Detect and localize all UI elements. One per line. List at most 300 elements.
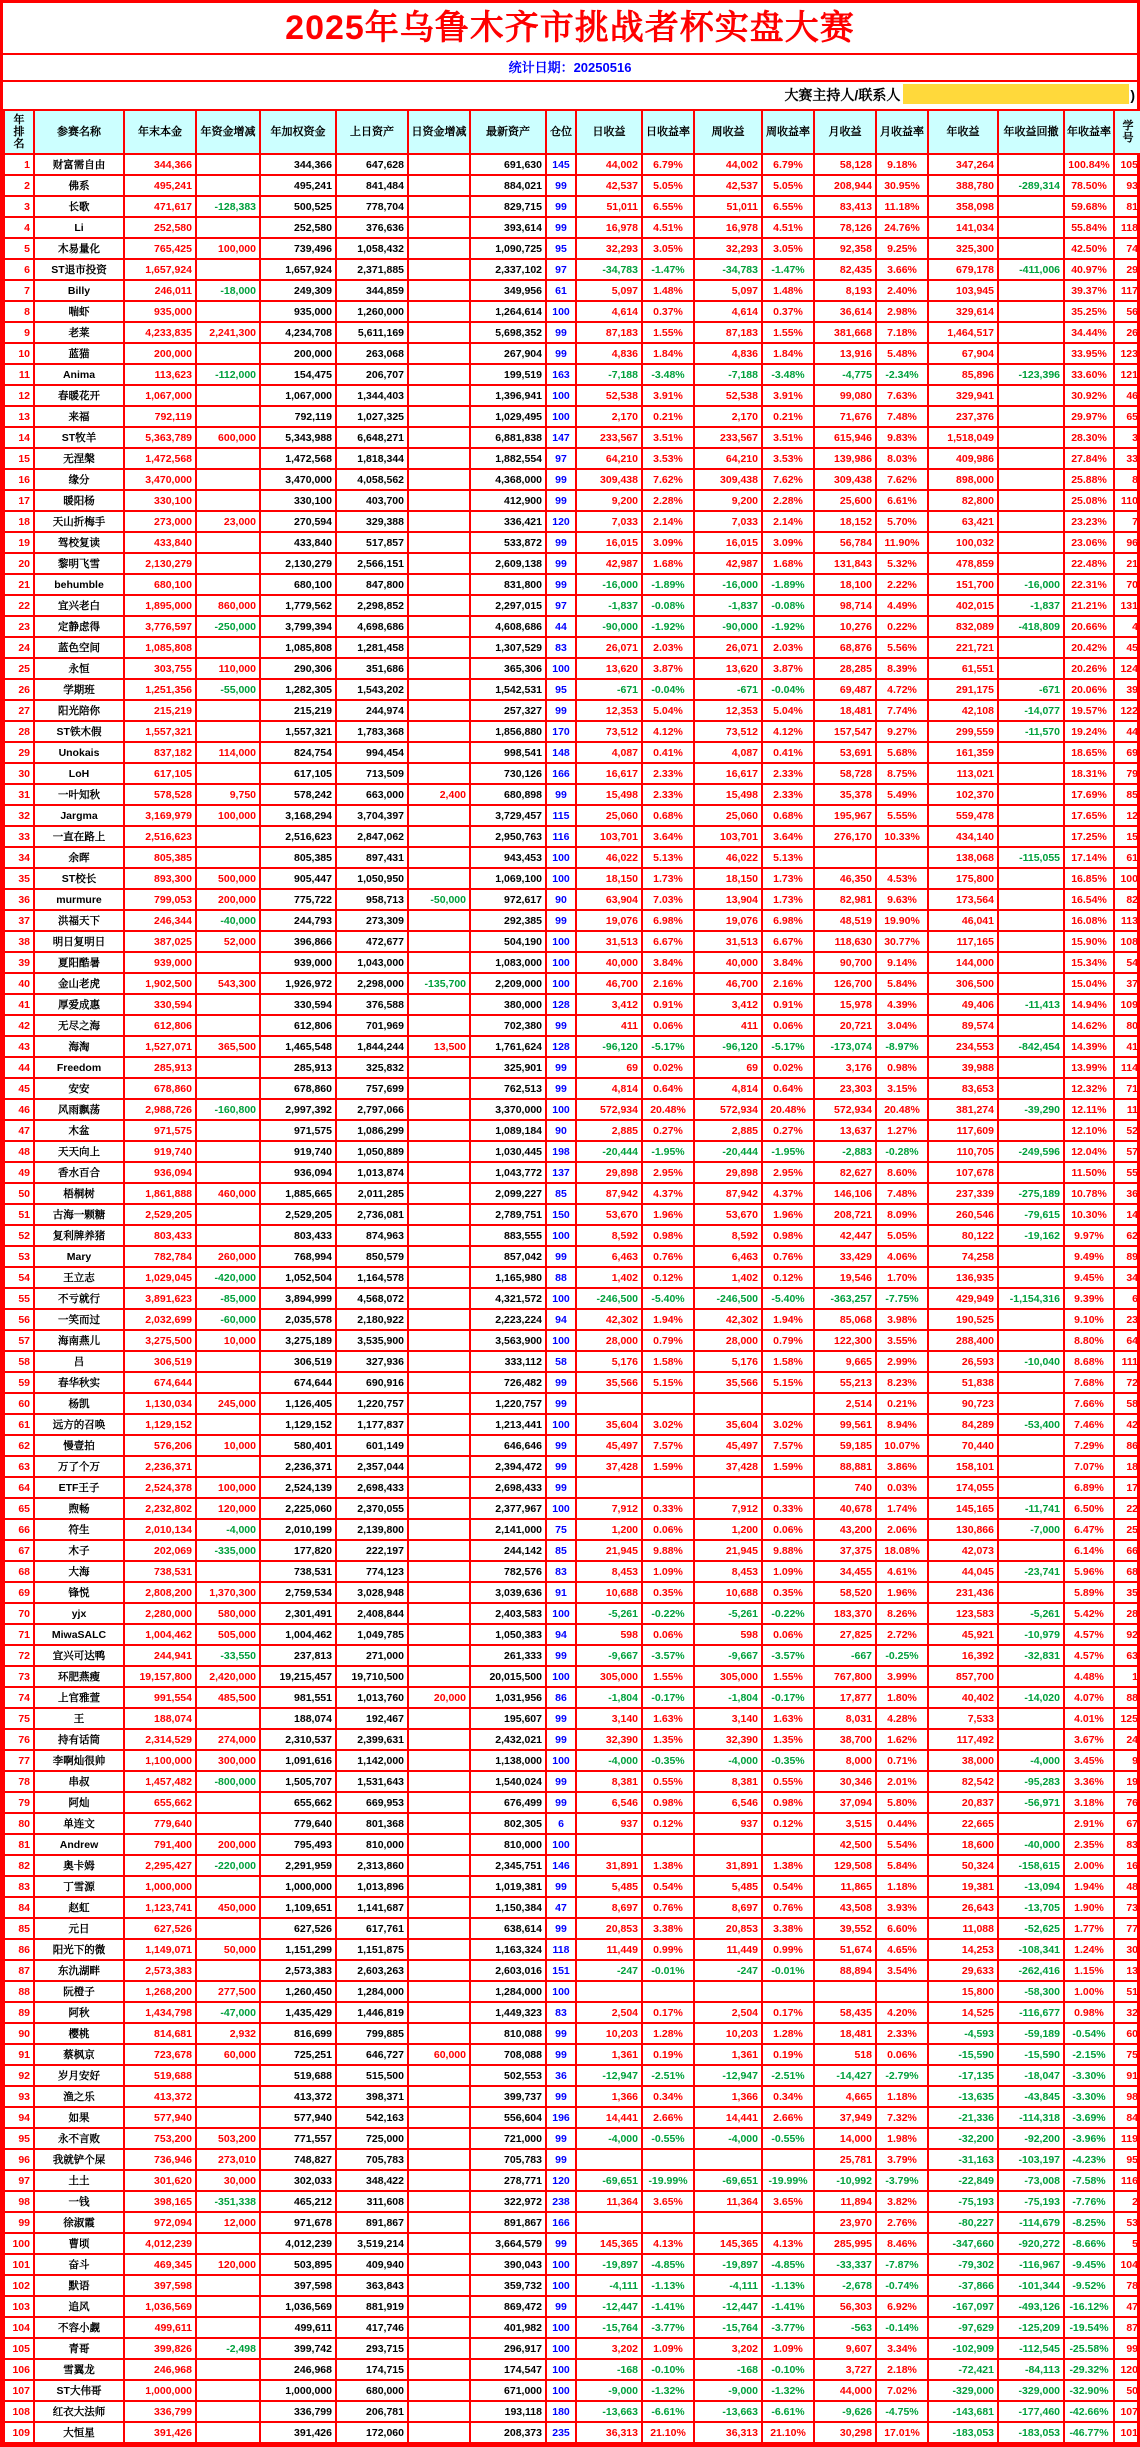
cell-id: 120 [1114,2359,1140,2380]
cell-name: 李啊灿很帅 [34,1750,124,1771]
cell-principal: 1,149,071 [124,1939,196,1960]
cell-year-fund-change [196,1792,260,1813]
cell-day-rate: 5.05% [642,175,694,196]
cell-latest-asset: 336,421 [470,511,546,532]
cell-day-fund-change [408,2107,470,2128]
cell-week-pnl: -4,000 [694,2128,762,2149]
cell-weighted-fund: 2,035,578 [260,1309,336,1330]
cell-year-fund-change: -18,000 [196,280,260,301]
table-row [4,1330,1140,1351]
cell-month-pnl: 53,691 [814,742,876,763]
cell-principal: 5,363,789 [124,427,196,448]
cell-weighted-fund: 3,168,294 [260,805,336,826]
cell-year-drawdown [998,1813,1064,1834]
cell-week-pnl: 8,697 [694,1897,762,1918]
cell-name: 风雨飘荡 [34,1099,124,1120]
cell-rank: 98 [4,2191,34,2212]
cell-month-rate: 5.84% [876,1855,928,1876]
cell-weighted-fund: 2,997,392 [260,1099,336,1120]
cell-name: LoH [34,763,124,784]
cell-day-fund-change [408,1519,470,1540]
cell-year-drawdown: -1,837 [998,595,1064,616]
cell-day-pnl: 103,701 [576,826,642,847]
cell-name: 阳光陪你 [34,700,124,721]
cell-week-rate: 7.57% [762,1435,814,1456]
cell-year-fund-change [196,1225,260,1246]
cell-prev-day-asset: 4,568,072 [336,1288,408,1309]
cell-year-rate: 9.39% [1064,1288,1114,1309]
cell-name: behumble [34,574,124,595]
cell-year-drawdown [998,637,1064,658]
cell-name: 雪翼龙 [34,2359,124,2380]
cell-day-rate: 0.12% [642,1813,694,1834]
cell-latest-asset: 292,385 [470,910,546,931]
cell-rank: 50 [4,1183,34,1204]
cell-day-rate: 0.55% [642,1771,694,1792]
cell-day-rate: -0.35% [642,1750,694,1771]
cell-day-pnl: 42,987 [576,553,642,574]
cell-id: 23 [1114,1309,1140,1330]
cell-day-rate: 3.64% [642,826,694,847]
cell-name: 远方的召唤 [34,1414,124,1435]
cell-principal: 387,025 [124,931,196,952]
cell-year-rate: 5.42% [1064,1603,1114,1624]
cell-year-fund-change [196,154,260,175]
cell-week-pnl: 6,463 [694,1246,762,1267]
table-row [4,1351,1140,1372]
cell-id: 91 [1114,2065,1140,2086]
cell-day-fund-change: 20,000 [408,1687,470,1708]
cell-year-fund-change: 485,500 [196,1687,260,1708]
cell-id: 69 [1114,742,1140,763]
cell-name: Mary [34,1246,124,1267]
cell-week-rate: -1.41% [762,2296,814,2317]
cell-day-fund-change [408,1834,470,1855]
cell-week-rate: 0.02% [762,1057,814,1078]
cell-week-rate: 0.19% [762,2044,814,2065]
cell-month-rate: 3.04% [876,1015,928,1036]
table-row [4,2422,1140,2443]
cell-weighted-fund: 936,094 [260,1162,336,1183]
cell-year-rate: 4.48% [1064,1666,1114,1687]
cell-year-rate: 3.36% [1064,1771,1114,1792]
cell-month-pnl [814,1981,876,2002]
cell-month-pnl: 572,934 [814,1099,876,1120]
cell-month-rate: 3.55% [876,1330,928,1351]
cell-day-fund-change [408,1939,470,1960]
cell-principal: 1,067,000 [124,385,196,406]
cell-weighted-fund: 330,594 [260,994,336,1015]
cell-year-rate: 14.62% [1064,1015,1114,1036]
cell-day-pnl: -90,000 [576,616,642,637]
cell-principal: 939,000 [124,952,196,973]
cell-year-drawdown [998,238,1064,259]
cell-day-pnl [576,2212,642,2233]
cell-year-rate: 1.15% [1064,1960,1114,1981]
cell-position: 99 [546,322,576,343]
cell-day-rate: 2.28% [642,490,694,511]
cell-position: 99 [546,532,576,553]
cell-id: 113 [1114,910,1140,931]
cell-day-fund-change [408,637,470,658]
cell-month-pnl: 90,700 [814,952,876,973]
table-row [4,1456,1140,1477]
cell-weighted-fund: 1,282,305 [260,679,336,700]
cell-month-rate: 24.76% [876,217,928,238]
cell-day-fund-change [408,1498,470,1519]
cell-id: 89 [1114,1246,1140,1267]
cell-year-fund-change [196,721,260,742]
cell-latest-asset: 325,901 [470,1057,546,1078]
cell-name: 岁月安好 [34,2065,124,2086]
table-row [4,931,1140,952]
cell-name: Li [34,217,124,238]
table-row [4,322,1140,343]
cell-year-rate: 7.66% [1064,1393,1114,1414]
cell-latest-asset: 782,576 [470,1561,546,1582]
cell-rank: 32 [4,805,34,826]
cell-year-rate: 22.31% [1064,574,1114,595]
cell-week-rate: 0.64% [762,1078,814,1099]
cell-year-fund-change: 100,000 [196,1477,260,1498]
table-row [4,1246,1140,1267]
cell-prev-day-asset: 2,371,885 [336,259,408,280]
cell-year-rate: 9.49% [1064,1246,1114,1267]
cell-year-pnl: 46,041 [928,910,998,931]
cell-day-rate: 9.88% [642,1540,694,1561]
cell-principal: 680,100 [124,574,196,595]
cell-weighted-fund: 290,306 [260,658,336,679]
cell-month-rate: 5.05% [876,1225,928,1246]
cell-rank: 105 [4,2338,34,2359]
cell-day-pnl: 29,898 [576,1162,642,1183]
cell-day-rate: -1.47% [642,259,694,280]
cell-position: 100 [546,2254,576,2275]
cell-day-fund-change [408,343,470,364]
cell-day-pnl [576,1981,642,2002]
cell-weighted-fund: 795,493 [260,1834,336,1855]
cell-month-rate: 6.61% [876,490,928,511]
cell-day-fund-change: -50,000 [408,889,470,910]
cell-principal: 674,644 [124,1372,196,1393]
table-row [4,994,1140,1015]
cell-year-rate: 4.07% [1064,1687,1114,1708]
cell-latest-asset: 1,449,323 [470,2002,546,2023]
cell-day-rate: 0.68% [642,805,694,826]
cell-month-pnl: 99,080 [814,385,876,406]
cell-latest-asset: 174,547 [470,2359,546,2380]
cell-latest-asset: 365,306 [470,658,546,679]
cell-latest-asset: 6,881,838 [470,427,546,448]
cell-year-drawdown: -13,705 [998,1897,1064,1918]
cell-weighted-fund: 1,000,000 [260,1876,336,1897]
cell-prev-day-asset: 874,963 [336,1225,408,1246]
cell-month-pnl: 14,000 [814,2128,876,2149]
cell-name: ST大伟哥 [34,2380,124,2401]
cell-year-fund-change: 2,420,000 [196,1666,260,1687]
cell-day-fund-change [408,364,470,385]
cell-year-fund-change [196,2065,260,2086]
cell-position: 100 [546,2359,576,2380]
cell-week-rate: 4.37% [762,1183,814,1204]
cell-day-pnl: 52,538 [576,385,642,406]
cell-year-rate: 6.50% [1064,1498,1114,1519]
cell-prev-day-asset: 2,797,066 [336,1099,408,1120]
cell-name: 木子 [34,1540,124,1561]
cell-day-pnl: -9,000 [576,2380,642,2401]
cell-id: 61 [1114,847,1140,868]
cell-principal: 1,100,000 [124,1750,196,1771]
table-row [4,2002,1140,2023]
cell-id: 66 [1114,1540,1140,1561]
cell-day-rate: 20.48% [642,1099,694,1120]
cell-week-rate: 1.58% [762,1351,814,1372]
cell-year-rate: 16.08% [1064,910,1114,931]
cell-position: 100 [546,406,576,427]
cell-name: 奋斗 [34,2254,124,2275]
cell-year-rate: 39.37% [1064,280,1114,301]
cell-month-pnl: 34,455 [814,1561,876,1582]
cell-year-rate: 12.32% [1064,1078,1114,1099]
cell-principal: 2,295,427 [124,1855,196,1876]
cell-year-rate: 2.35% [1064,1834,1114,1855]
cell-rank: 75 [4,1708,34,1729]
cell-year-fund-change [196,1015,260,1036]
cell-day-rate: -3.57% [642,1645,694,1666]
cell-latest-asset: 1,284,000 [470,1981,546,2002]
cell-year-pnl: 18,600 [928,1834,998,1855]
cell-prev-day-asset: 327,936 [336,1351,408,1372]
cell-day-fund-change [408,301,470,322]
cell-year-drawdown: -84,113 [998,2359,1064,2380]
cell-latest-asset: 831,800 [470,574,546,595]
table-row [4,1225,1140,1246]
cell-month-rate: 2.98% [876,301,928,322]
cell-year-drawdown: -32,831 [998,1645,1064,1666]
cell-prev-day-asset: 2,180,922 [336,1309,408,1330]
cell-week-rate: -0.35% [762,1750,814,1771]
cell-week-pnl: 21,945 [694,1540,762,1561]
cell-day-pnl [576,1477,642,1498]
cell-month-pnl: 99,561 [814,1414,876,1435]
cell-day-fund-change [408,406,470,427]
cell-week-rate: 6.98% [762,910,814,931]
cell-week-rate: 3.51% [762,427,814,448]
cell-principal: 2,524,378 [124,1477,196,1498]
cell-year-fund-change: -250,000 [196,616,260,637]
cell-year-pnl: 288,400 [928,1330,998,1351]
cell-id: 1 [1114,1666,1140,1687]
cell-day-rate: 0.27% [642,1120,694,1141]
cell-rank: 65 [4,1498,34,1519]
cell-rank: 24 [4,637,34,658]
cell-month-pnl: 25,781 [814,2149,876,2170]
cell-week-rate: 1.48% [762,280,814,301]
cell-day-rate: -5.17% [642,1036,694,1057]
cell-month-rate: 2.76% [876,2212,928,2233]
cell-year-drawdown [998,406,1064,427]
cell-id: 54 [1114,952,1140,973]
cell-weighted-fund: 627,526 [260,1918,336,1939]
cell-month-pnl: 740 [814,1477,876,1498]
cell-week-pnl: 87,942 [694,1183,762,1204]
cell-name: 曹顷 [34,2233,124,2254]
cell-latest-asset: 857,042 [470,1246,546,1267]
cell-day-rate: 3.38% [642,1918,694,1939]
cell-day-pnl: 31,513 [576,931,642,952]
cell-latest-asset: 671,000 [470,2380,546,2401]
cell-year-rate: -16.12% [1064,2296,1114,2317]
cell-principal: 336,799 [124,2401,196,2422]
cell-month-rate: 7.48% [876,406,928,427]
table-row [4,280,1140,301]
cell-month-pnl: 20,721 [814,1015,876,1036]
cell-week-rate: 3.65% [762,2191,814,2212]
table-row [4,217,1140,238]
cell-name: 暖阳杨 [34,490,124,511]
cell-weighted-fund: 215,219 [260,700,336,721]
cell-day-fund-change [408,868,470,889]
cell-day-fund-change [408,1960,470,1981]
cell-latest-asset: 3,664,579 [470,2233,546,2254]
cell-id: 60 [1114,2023,1140,2044]
cell-position: 238 [546,2191,576,2212]
table-row [4,238,1140,259]
cell-week-pnl: 26,071 [694,637,762,658]
cell-day-fund-change [408,1918,470,1939]
cell-month-rate: 4.49% [876,595,928,616]
cell-principal: 723,678 [124,2044,196,2065]
cell-day-rate: 2.16% [642,973,694,994]
cell-year-rate: 20.66% [1064,616,1114,637]
cell-rank: 61 [4,1414,34,1435]
table-row [4,364,1140,385]
cell-day-fund-change [408,385,470,406]
cell-day-pnl: 598 [576,1624,642,1645]
cell-name: 黎明飞雪 [34,553,124,574]
cell-week-rate: 4.12% [762,721,814,742]
cell-position: 91 [546,1582,576,1603]
cell-year-pnl: 19,381 [928,1876,998,1897]
cell-latest-asset: 2,432,021 [470,1729,546,1750]
cell-prev-day-asset: 363,843 [336,2275,408,2296]
cell-month-pnl: -9,626 [814,2401,876,2422]
table-row [4,637,1140,658]
cell-id: 12 [1114,805,1140,826]
cell-year-pnl: -72,421 [928,2359,998,2380]
cell-week-rate: 2.95% [762,1162,814,1183]
col-header-week-rate: 周收益率 [762,110,814,154]
cell-month-rate: 5.80% [876,1792,928,1813]
cell-year-fund-change [196,553,260,574]
cell-month-rate: 1.96% [876,1582,928,1603]
cell-principal: 2,808,200 [124,1582,196,1603]
cell-prev-day-asset: 1,013,896 [336,1876,408,1897]
cell-year-drawdown: -73,008 [998,2170,1064,2191]
cell-principal: 2,232,802 [124,1498,196,1519]
cell-week-pnl: 53,670 [694,1204,762,1225]
cell-week-pnl: 305,000 [694,1666,762,1687]
cell-month-pnl: 3,176 [814,1057,876,1078]
cell-weighted-fund: 391,426 [260,2422,336,2443]
cell-rank: 89 [4,2002,34,2023]
cell-year-rate: 17.14% [1064,847,1114,868]
cell-year-drawdown [998,301,1064,322]
cell-id: 110 [1114,490,1140,511]
cell-year-pnl: -75,193 [928,2191,998,2212]
cell-id: 87 [1114,2317,1140,2338]
cell-weighted-fund: 725,251 [260,2044,336,2065]
cell-year-pnl: 141,034 [928,217,998,238]
cell-position: 95 [546,679,576,700]
cell-year-fund-change: 450,000 [196,1897,260,1918]
cell-name: 万了个万 [34,1456,124,1477]
cell-week-rate: -3.77% [762,2317,814,2338]
cell-name: 不容小觑 [34,2317,124,2338]
cell-latest-asset: 556,604 [470,2107,546,2128]
cell-day-fund-change [408,259,470,280]
cell-week-pnl: 4,614 [694,301,762,322]
cell-name: 财富需自由 [34,154,124,175]
cell-year-pnl: -15,590 [928,2044,998,2065]
cell-day-pnl: -247 [576,1960,642,1981]
col-header-position: 仓位 [546,110,576,154]
cell-name: Freedom [34,1057,124,1078]
cell-weighted-fund: 3,275,189 [260,1330,336,1351]
cell-position: 99 [546,2044,576,2065]
cell-month-pnl: 37,094 [814,1792,876,1813]
cell-principal: 1,434,798 [124,2002,196,2023]
cell-rank: 91 [4,2044,34,2065]
cell-week-pnl: 8,453 [694,1561,762,1582]
cell-day-rate: 0.98% [642,1225,694,1246]
table-row [4,2296,1140,2317]
cell-year-rate: -19.54% [1064,2317,1114,2338]
cell-week-pnl: 1,402 [694,1267,762,1288]
cell-day-fund-change [408,2317,470,2338]
cell-name: 一笑而过 [34,1309,124,1330]
cell-prev-day-asset: 472,677 [336,931,408,952]
cell-day-rate: 4.37% [642,1183,694,1204]
cell-prev-day-asset: 617,761 [336,1918,408,1939]
table-row [4,1645,1140,1666]
cell-principal: 2,280,000 [124,1603,196,1624]
cell-year-rate: 14.39% [1064,1036,1114,1057]
cell-id: 48 [1114,1876,1140,1897]
table-row [4,1498,1140,1519]
cell-position: 99 [546,1876,576,1897]
cell-month-rate: 4.61% [876,1561,928,1582]
cell-weighted-fund: 1,085,808 [260,637,336,658]
cell-rank: 74 [4,1687,34,1708]
cell-year-rate: 6.47% [1064,1519,1114,1540]
cell-week-rate: -1.32% [762,2380,814,2401]
cell-month-rate: 4.39% [876,994,928,1015]
cell-prev-day-asset: 311,608 [336,2191,408,2212]
cell-month-pnl: 43,200 [814,1519,876,1540]
cell-year-pnl: 38,000 [928,1750,998,1771]
cell-day-fund-change [408,1771,470,1792]
cell-day-rate: 2.95% [642,1162,694,1183]
cell-rank: 30 [4,763,34,784]
cell-year-fund-change [196,1708,260,1729]
cell-prev-day-asset: 2,357,044 [336,1456,408,1477]
cell-month-pnl: 8,031 [814,1708,876,1729]
cell-month-rate: 5.54% [876,1834,928,1855]
cell-year-pnl: 15,800 [928,1981,998,2002]
cell-day-pnl: 233,567 [576,427,642,448]
cell-latest-asset: 401,982 [470,2317,546,2338]
